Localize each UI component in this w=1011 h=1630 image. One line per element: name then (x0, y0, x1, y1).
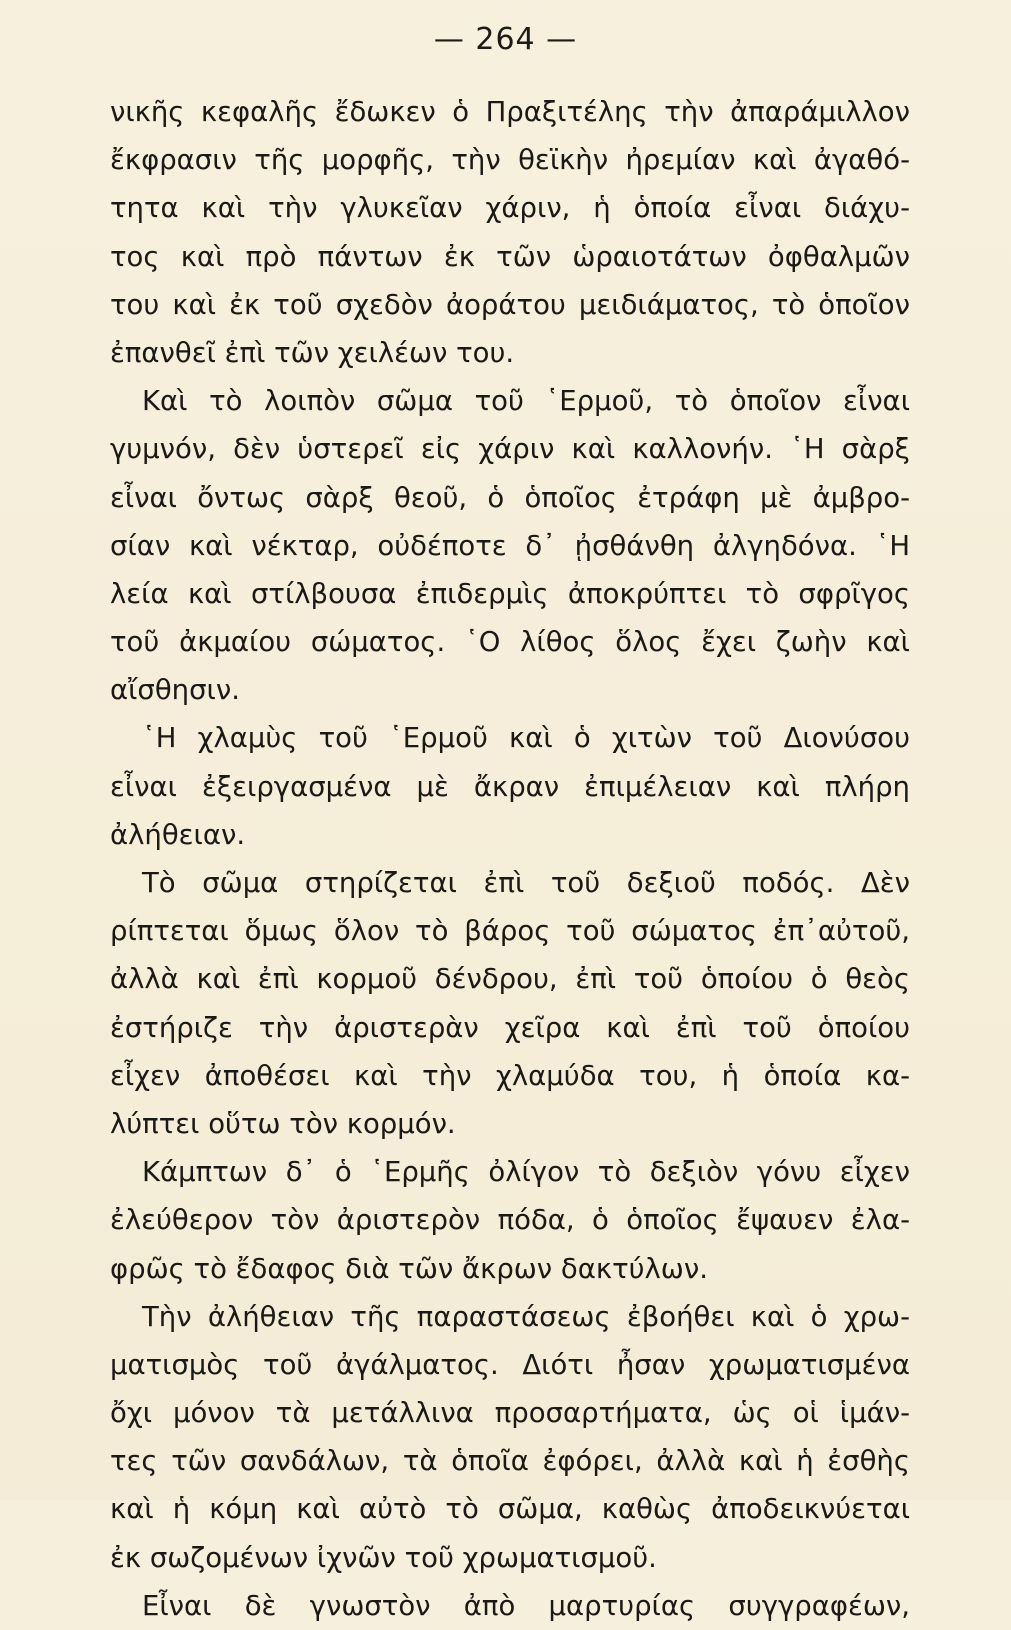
text-line: τοῦ ἀκμαίου σώματος. ῾Ο λίθος ὅλος ἔχει ζωὴν καὶ (110, 626, 910, 659)
text-line: Τὸ σῶμα στηρίζεται ἐπὶ τοῦ δεξιοῦ ποδός. Δὲν (142, 867, 910, 899)
text-line: Καὶ τὸ λοιπὸν σῶμα τοῦ ῾Ερμοῦ, τὸ ὁποῖον εἶναι (142, 385, 910, 418)
text-line: νικῆς κεφαλῆς ἔδωκεν ὁ Πραξιτέλης τὴν ἀπαράμιλλον (110, 96, 910, 128)
text-line: εἶναι ἐξειργασμένα μὲ ἄκραν ἐπιμέλειαν καὶ πλήρη (110, 770, 910, 803)
text-line: ἐλεύθερον τὸν ἀριστερὸν πόδα, ὁ ὁποῖος ἔψαυεν ἐλα- (110, 1204, 910, 1237)
text-line: τες τῶν σανδάλων, τὰ ὁποῖα ἐφόρει, ἀλλὰ καὶ ἡ ἐσθὴς (110, 1445, 910, 1478)
text-line: σίαν καὶ νέκταρ, οὐδέποτε δ᾿ ᾐσθάνθη ἀλγηδόνα. ῾Η (110, 529, 910, 562)
text-line: ῾Η χλαμὺς τοῦ ῾Ερμοῦ καὶ ὁ χιτὼν τοῦ Διονύσου (142, 722, 910, 755)
text-line: ἔκφρασιν τῆς μορφῆς, τὴν θεϊκὴν ἠρεμίαν καὶ ἀγαθό- (110, 144, 910, 177)
text-line: τητα καὶ τὴν γλυκεῖαν χάριν, ἡ ὁποία εἶναι διάχυ- (110, 192, 910, 225)
text-line: λύπτει οὕτω τὸν κορμόν. (110, 1107, 456, 1140)
text-line: Κάμπτων δ᾿ ὁ ῾Ερμῆς ὀλίγον τὸ δεξιὸν γόνυ εἶχεν (142, 1156, 910, 1189)
text-line: ρίπτεται ὅμως ὅλον τὸ βάρος τοῦ σώματος ἐπ᾿αὐτοῦ, (110, 915, 910, 948)
text-line: ὄχι μόνον τὰ μετάλλινα προσαρτήματα, ὡς οἱ ἱμάν- (110, 1397, 910, 1430)
text-line: εἶχεν ἀποθέσει καὶ τὴν χλαμύδα του, ἡ ὁποία κα- (110, 1059, 910, 1092)
page-number: — 264 — (433, 22, 578, 57)
text-line: ἐπανθεῖ ἐπὶ τῶν χειλέων του. (110, 336, 515, 369)
text-line: γυμνόν, δὲν ὑστερεῖ εἰς χάριν καὶ καλλονήν. ῾Η σὰρξ (110, 433, 910, 466)
text-line: φρῶς τὸ ἔδαφος διὰ τῶν ἄκρων δακτύλων. (110, 1252, 708, 1285)
text-line: ματισμὸς τοῦ ἀγάλματος. Διότι ἦσαν χρωματισμένα (110, 1348, 910, 1381)
text-line: εἶναι ὄντως σὰρξ θεοῦ, ὁ ὁποῖος ἐτράφη μὲ ἀμβρο- (110, 481, 910, 514)
text-line: ἀλήθειαν. (110, 818, 246, 851)
text-line: ἐκ σωζομένων ἰχνῶν τοῦ χρωματισμοῦ. (110, 1541, 657, 1574)
text-line: αἴσθησιν. (110, 674, 240, 707)
text-line: τος καὶ πρὸ πάντων ἐκ τῶν ὡραιοτάτων ὀφθαλμῶν (110, 240, 910, 273)
text-line: ἀλλὰ καὶ ἐπὶ κορμοῦ δένδρου, ἐπὶ τοῦ ὁποίου ὁ θεὸς (110, 963, 910, 996)
page-text-body (110, 88, 910, 1630)
text-line: Τὴν ἀλήθειαν τῆς παραστάσεως ἐβοήθει καὶ ὁ χρω- (142, 1300, 910, 1333)
text-line: καὶ ἡ κόμη καὶ αὐτὸ τὸ σῶμα, καθὼς ἀποδεικνύεται (110, 1493, 910, 1526)
text-line: του καὶ ἐκ τοῦ σχεδὸν ἀοράτου μειδιάματος, τὸ ὁποῖον (110, 288, 910, 321)
text-line: ἐστήριζε τὴν ἀριστερὰν χεῖρα καὶ ἐπὶ τοῦ ὁποίου (110, 1011, 910, 1044)
text-line: λεία καὶ στίλβουσα ἐπιδερμὶς ἀποκρύπτει τὸ σφρῖγος (110, 577, 910, 610)
text-line: Εἶναι δὲ γνωστὸν ἀπὸ μαρτυρίας συγγραφέων, (142, 1589, 910, 1622)
